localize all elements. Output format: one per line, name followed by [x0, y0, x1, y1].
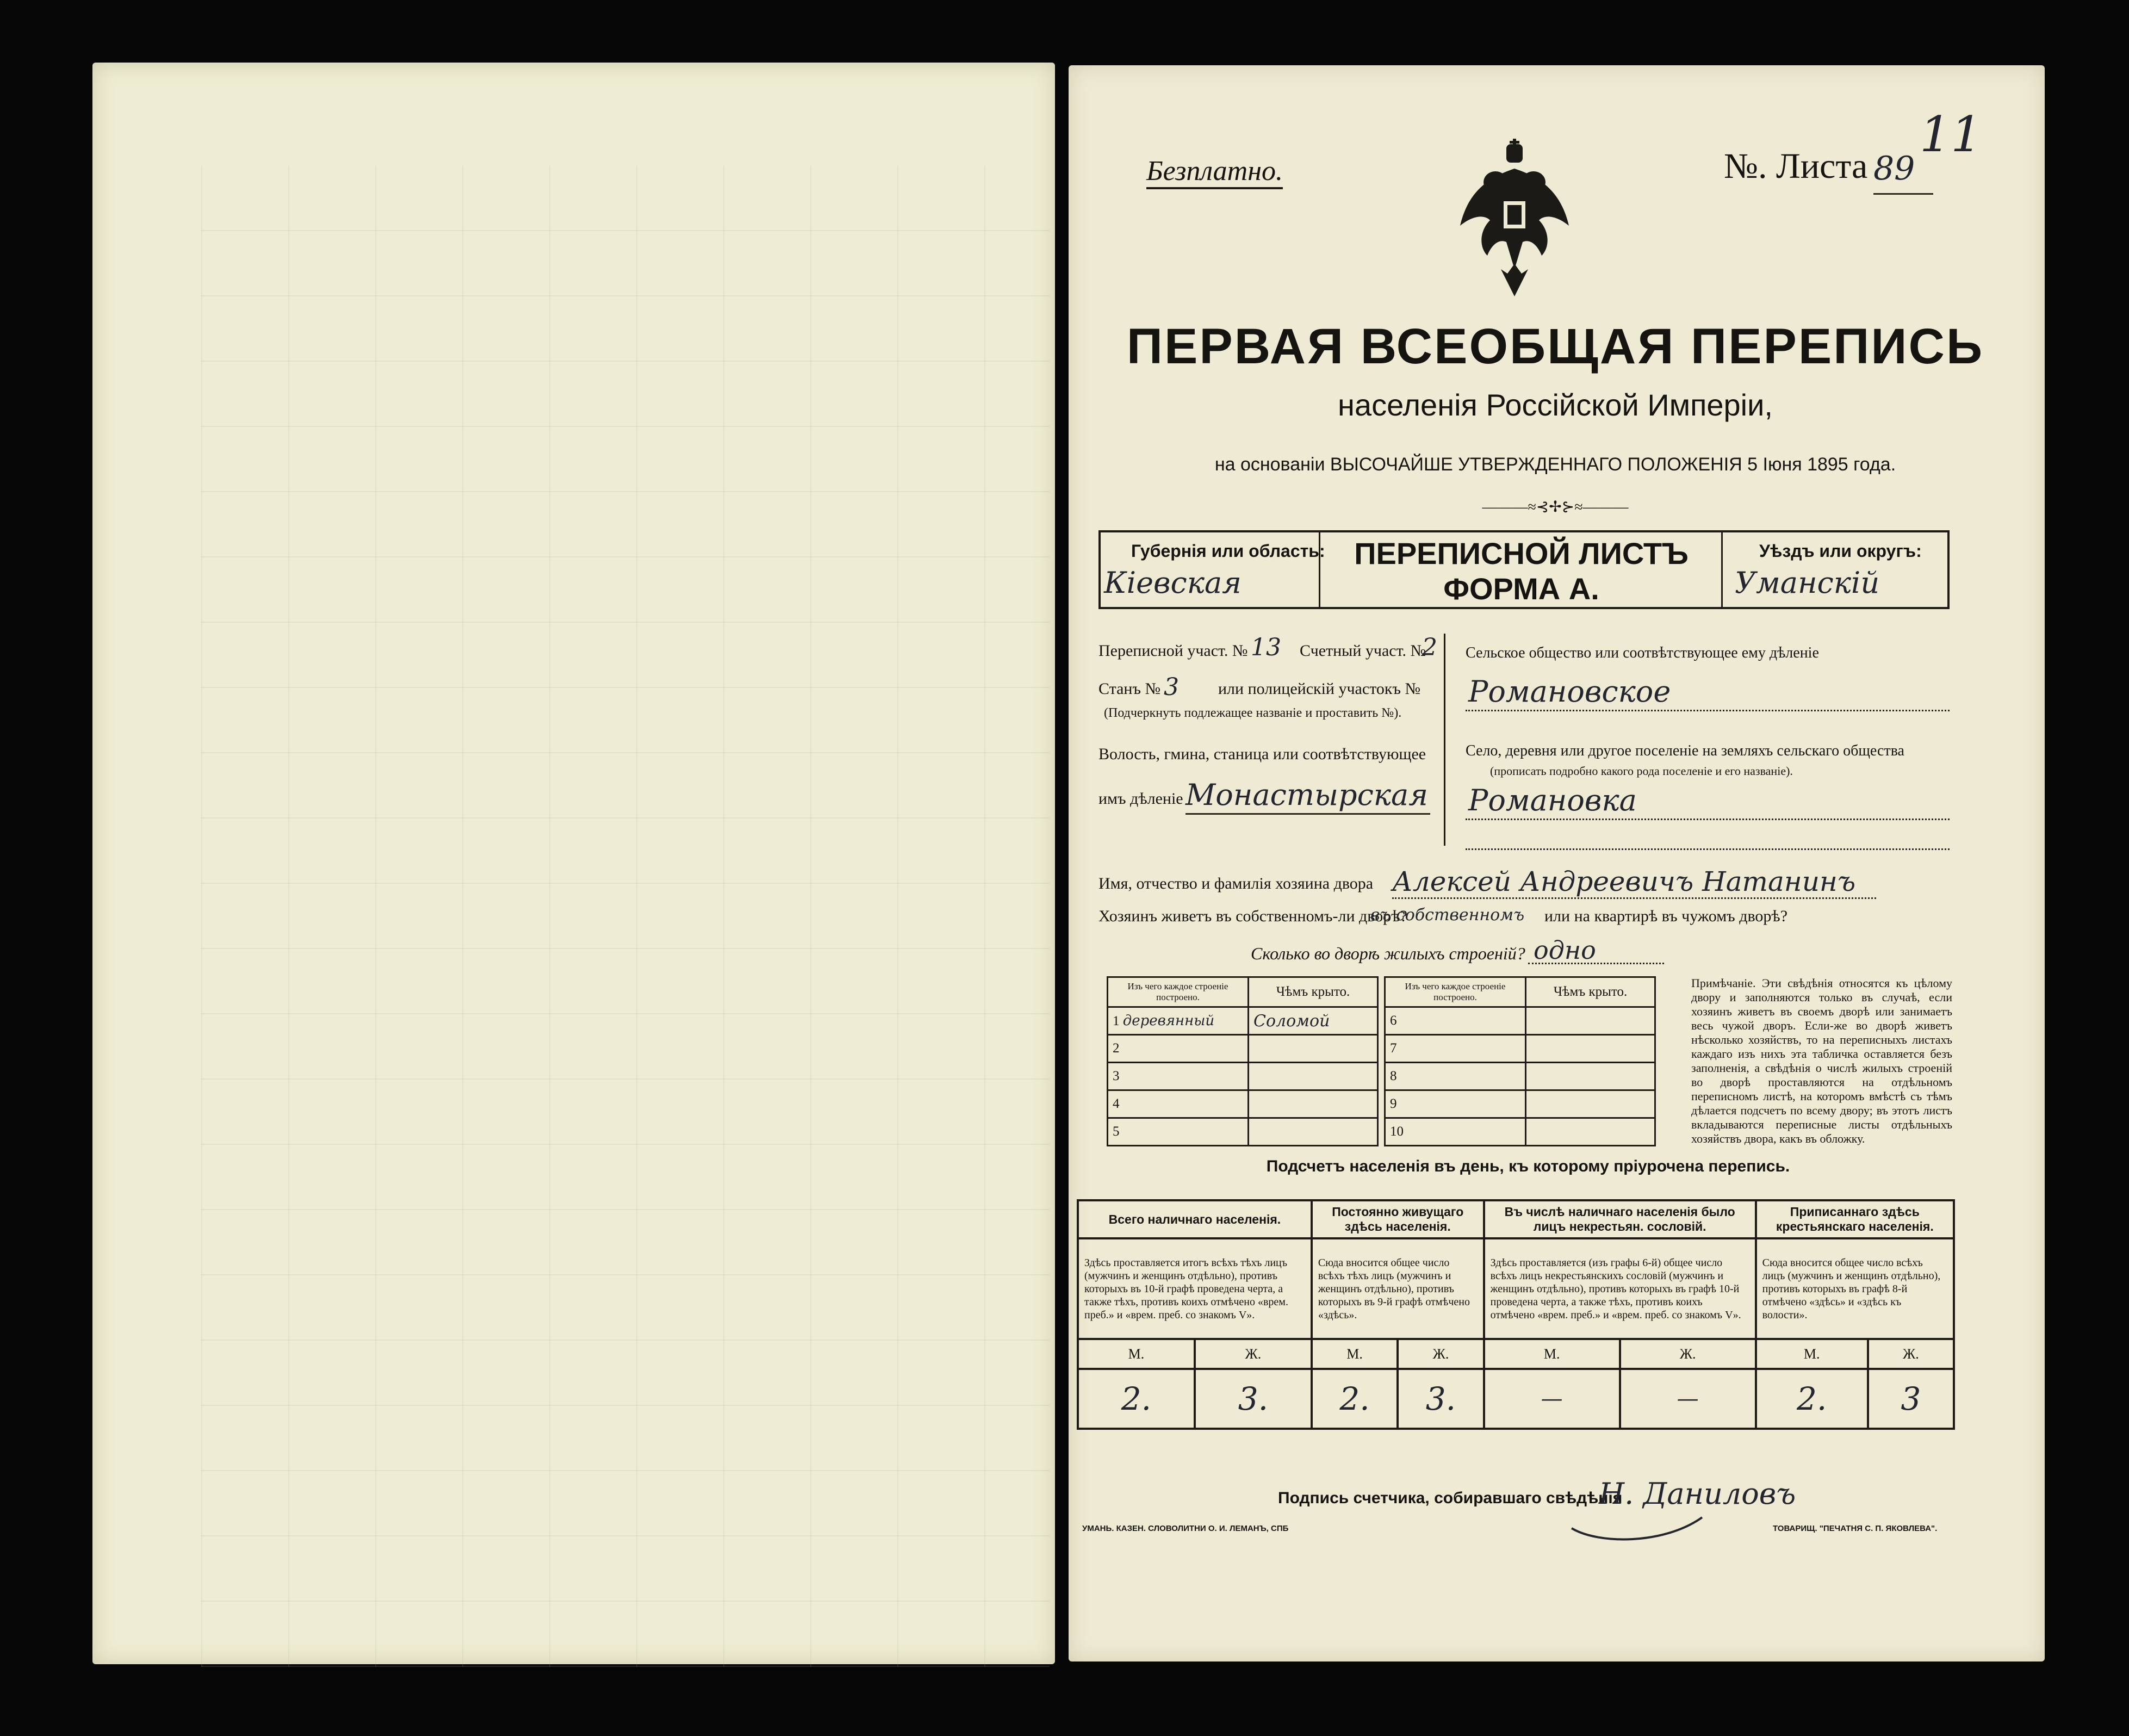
count-value-f: 3. — [1195, 1369, 1312, 1429]
village-label: Село, деревня или другое поселеніе на земляхъ сельскаго общества — [1466, 742, 1904, 759]
count-desc-row — [1078, 1238, 1954, 1339]
police-section-label: или полицейскій участокъ № — [1218, 680, 1421, 698]
buildings-table-right — [1384, 976, 1656, 1146]
col-material-header: Изъ чего каждое строеніе построено. — [1108, 977, 1249, 1007]
table-header-row — [1108, 977, 1378, 1007]
count-mf-header-row — [1078, 1339, 1954, 1369]
village-note: (прописать подробно какого рода поселеніе и его названіе). — [1490, 764, 1793, 778]
legal-basis-line: на основаніи ВЫСОЧАЙШЕ УТВЕРЖДЕННАГО ПОЛОЖЕНІЯ 5 Іюня 1895 года. — [1214, 454, 1896, 475]
row-number: 4 — [1108, 1090, 1249, 1118]
owner-label: Имя, отчество и фамилія хозяина двора — [1098, 875, 1374, 892]
enumerator-signature: Н. Даниловъ — [1599, 1477, 1796, 1511]
counting-section-label: Счетный участ. № — [1300, 642, 1426, 660]
table-row — [1108, 1007, 1378, 1035]
count-value-m: 2. — [1312, 1369, 1398, 1429]
buildings-value: одно — [1534, 935, 1596, 965]
stan-label: Станъ № — [1098, 680, 1161, 698]
owner-value: Алексей Андреевичъ Натанинъ — [1392, 866, 1856, 897]
count-col-head: Приписаннаго здѣсь крестьянскаго населенія. — [1756, 1200, 1954, 1238]
row-number: 7 — [1385, 1035, 1526, 1063]
male-label: М. — [1312, 1339, 1398, 1369]
form-title-line2: ФОРМА А. — [1443, 572, 1599, 606]
volost-label-2: имъ дѣленіе — [1098, 790, 1183, 808]
count-head-row — [1078, 1200, 1954, 1238]
ornament-divider: ———≈⊰✢⊱≈——— — [1482, 499, 1629, 516]
form-subtitle: населенія Россійской Имперіи, — [1338, 388, 1773, 422]
printer-footer-right: ТОВАРИЩ. "ПЕЧАТНЯ С. П. ЯКОВЛЕВА". — [1773, 1524, 1938, 1533]
male-label: М. — [1484, 1339, 1620, 1369]
printer-footer-left: УМАНЬ. КАЗЕН. СЛОВОЛИТНИ О. И. ЛЕМАНЪ, СПБ — [1082, 1524, 1289, 1533]
table-row — [1108, 1063, 1378, 1090]
volost-value: Монастырская — [1185, 778, 1429, 812]
table-row — [1385, 1090, 1655, 1118]
count-col-head: Всего наличнаго населенія. — [1078, 1200, 1312, 1238]
signature-flourish — [1566, 1506, 1708, 1545]
row-roof — [1249, 1118, 1378, 1146]
census-section-label: Переписной участ. № — [1098, 642, 1248, 660]
male-label: М. — [1078, 1339, 1195, 1369]
bleed-through-grid — [201, 166, 1050, 1667]
population-count-table — [1077, 1199, 1955, 1430]
imperial-eagle-emblem — [1457, 139, 1572, 302]
row-roof — [1249, 1035, 1378, 1063]
table-row — [1385, 1007, 1655, 1035]
society-label: Сельское общество или соотвѣтствующее ему дѣленіе — [1466, 644, 1819, 661]
buildings-table-left — [1107, 976, 1379, 1146]
count-value-f: 3. — [1398, 1369, 1484, 1429]
row-number: 5 — [1108, 1118, 1249, 1146]
row-number: 3 — [1108, 1063, 1249, 1090]
count-value-m: 2. — [1756, 1369, 1868, 1429]
count-col-desc: Здѣсь проставляется (изъ графы 6-й) общее число всѣхъ лицъ некрестьянскихъ сословій (мужчинъ и женщинъ отдѣльно), противъ которыхъ въ графѣ 10-й проведена черта, а также тѣхъ, противъ коихъ отмѣчено «врем. преб.» и «врем. преб. со знакомъ V». — [1484, 1238, 1756, 1339]
table-header-row — [1385, 977, 1655, 1007]
province-value: Кіевская — [1104, 566, 1242, 600]
lives-value: въ собственномъ — [1370, 906, 1525, 925]
count-col-head: Постоянно живущаго здѣсь населенія. — [1312, 1200, 1484, 1238]
district-label: Уѣздъ или округъ: — [1759, 541, 1922, 561]
count-value-m: — — [1484, 1369, 1620, 1429]
district-value: Уманскій — [1735, 566, 1880, 600]
female-label: Ж. — [1868, 1339, 1954, 1369]
row-number: 10 — [1385, 1118, 1526, 1146]
sheet-number-label: №. Листа — [1724, 146, 1868, 186]
row-number: 1 — [1113, 1014, 1120, 1028]
count-col-head: Въ числѣ наличнаго населенія было лицъ некрестьян. сословій. — [1484, 1200, 1756, 1238]
table-row — [1385, 1035, 1655, 1063]
province-label: Губернія или область: — [1131, 541, 1325, 561]
row-roof: Соломой — [1249, 1007, 1378, 1035]
row-number: 6 — [1385, 1007, 1526, 1035]
row-roof — [1249, 1063, 1378, 1090]
society-value: Романовское — [1468, 674, 1671, 709]
volost-label: Волость, гмина, станица или соотвѣтствующее — [1098, 745, 1426, 763]
buildings-label: Сколько во дворѣ жилыхъ строеній? — [1251, 944, 1525, 963]
lives-label-2: или на квартирѣ въ чужомъ дворѣ? — [1544, 907, 1788, 925]
underline-note: (Подчеркнуть подлежащее названіе и проставить №). — [1104, 706, 1402, 720]
count-col-desc: Здѣсь проставляется итогъ всѣхъ тѣхъ лицъ (мужчинъ и женщинъ отдѣльно), противъ которыхъ въ 10-й графѣ проведена черта, а также тѣхъ, противъ коихъ отмѣчено «врем. преб.» и «врем. преб. со знакомъ V». — [1078, 1238, 1312, 1339]
count-value-f: 3 — [1868, 1369, 1954, 1429]
stan-value: 3 — [1164, 673, 1179, 701]
sheet-number-value: 89 — [1873, 150, 1915, 188]
col-material-header: Изъ чего каждое строеніе построено. — [1385, 977, 1526, 1007]
count-values-row — [1078, 1369, 1954, 1429]
row-number: 9 — [1385, 1090, 1526, 1118]
count-col-desc: Сюда вносится общее число всѣхъ тѣхъ лицъ (мужчинъ и женщинъ отдѣльно), противъ которыхъ въ 9-й графѣ отмѣчено «здѣсь». — [1312, 1238, 1484, 1339]
note-text: Примѣчаніе. Эти свѣдѣнія относятся къ цѣлому двору и заполняются только въ случаѣ, если хозяинъ живетъ въ своемъ дворѣ или занимаетъ весь чужой дворъ. Если-же во дворѣ живетъ нѣсколько хозяйствъ, то на переписныхъ листахъ каждаго изъ нихъ эта табличка оставляется безъ заполненія, а свѣдѣнія о числѣ жилыхъ строеній во дворѣ проставляются на отдѣльномъ переписномъ листѣ, на которомъ вмѣстѣ съ тѣмъ дѣлается подсчетъ по всему двору; въ этотъ листъ вкладываются переписные листы отдѣльныхъ хозяйствъ двора, какъ въ обложку. — [1691, 976, 1952, 1145]
signature-label: Подпись счетчика, собиравшаго свѣдѣнія — [1278, 1489, 1623, 1507]
free-label: Безплатно. — [1146, 155, 1283, 189]
village-value: Романовка — [1468, 783, 1637, 817]
female-label: Ж. — [1195, 1339, 1312, 1369]
archive-page-number: 11 — [1920, 106, 1982, 163]
table-row — [1108, 1118, 1378, 1146]
count-value-m: 2. — [1078, 1369, 1195, 1429]
census-section-value: 13 — [1251, 634, 1281, 661]
female-label: Ж. — [1398, 1339, 1484, 1369]
left-page-blank — [92, 63, 1055, 1664]
lives-label: Хозяинъ живетъ въ собственномъ-ли дворѣ? — [1098, 907, 1407, 925]
count-col-desc: Сюда вносится общее число всѣхъ лицъ (мужчинъ и женщинъ отдѣльно), противъ которыхъ въ графѣ 8-й отмѣчено «здѣсь» и «здѣсь къ волости». — [1756, 1238, 1954, 1339]
row-number: 8 — [1385, 1063, 1526, 1090]
row-material: деревянный — [1122, 1013, 1215, 1029]
count-value-f: — — [1620, 1369, 1756, 1429]
count-title: Подсчетъ населенія въ день, къ которому пріурочена перепись. — [1266, 1157, 1790, 1175]
table-row — [1108, 1035, 1378, 1063]
row-roof — [1249, 1090, 1378, 1118]
col-roof-header: Чѣмъ крыто. — [1526, 977, 1655, 1007]
female-label: Ж. — [1620, 1339, 1756, 1369]
form-title-line1: ПЕРЕПИСНОЙ ЛИСТЪ — [1354, 536, 1689, 571]
col-roof-header: Чѣмъ крыто. — [1249, 977, 1378, 1007]
form-main-title: ПЕРВАЯ ВСЕОБЩАЯ ПЕРЕПИСЬ — [1126, 319, 1984, 374]
row-number: 2 — [1108, 1035, 1249, 1063]
table-row — [1385, 1063, 1655, 1090]
table-row — [1108, 1090, 1378, 1118]
male-label: М. — [1756, 1339, 1868, 1369]
table-row — [1385, 1118, 1655, 1146]
counting-section-value: 2 — [1422, 634, 1437, 661]
